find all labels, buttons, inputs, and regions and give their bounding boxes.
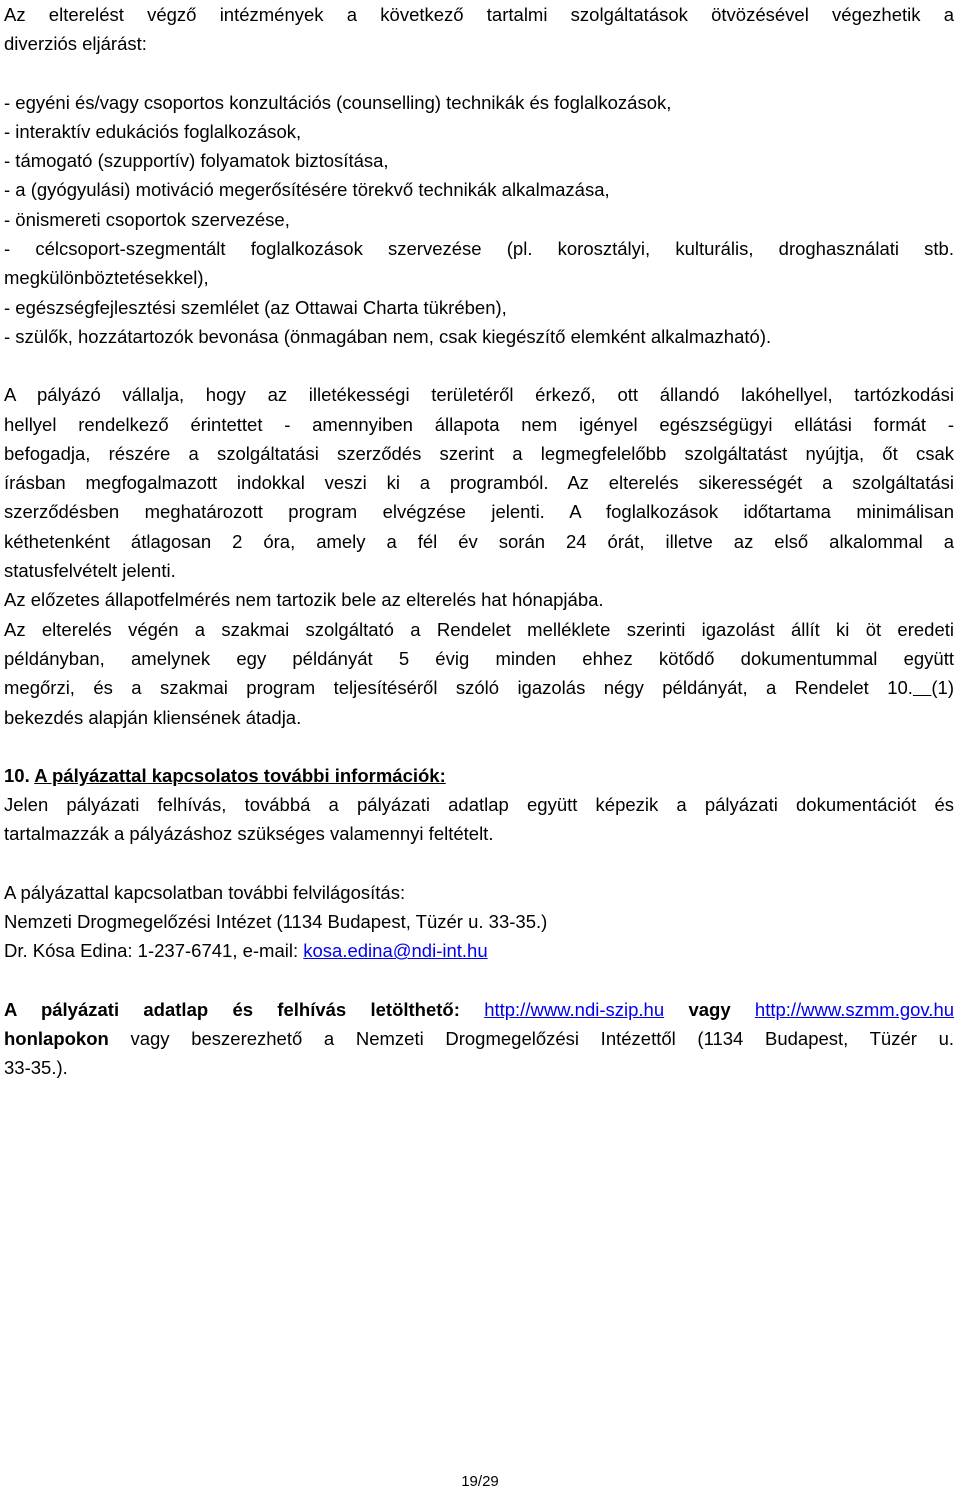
section-number: 10. [4,764,30,786]
list-item: - támogató (szupportív) folyamatok biztosítása, [4,150,389,172]
intro-paragraph [4,0,954,59]
service-list [4,88,954,352]
contact-heading: A pályázattal kapcsolatban további felvilágosítás: [4,881,406,903]
section-body-line: tartalmazzák a pályázáshoz szükséges valamennyi feltételt. [4,823,494,845]
download-block [4,995,954,1083]
paragraph-line: írásban megfogalmazott indokkal veszi ki a programból. Az elterelés sikerességét a szolgáltatási [4,472,954,494]
email-link[interactable]: kosa.edina@ndi-int.hu [303,940,488,962]
intro-line-2: diverziós eljárást: [4,33,147,55]
list-item: - önismereti csoportok szervezése, [4,208,290,230]
contact-institution: Nemzeti Drogmegelőzési Intézet (1134 Budapest, Tüzér u. 33-35.) [4,911,548,933]
obligation-paragraph [4,380,954,585]
download-line-1 [4,995,954,1024]
download-honlapokon: honlapokon [4,1027,109,1049]
ndi-szip-link[interactable]: http://www.ndi-szip.hu [484,998,665,1020]
section-body-line: Jelen pályázati felhívás, továbbá a pályázati adatlap együtt képezik a pályázati dokumentációt és [4,794,954,816]
download-line-2 [4,1024,954,1053]
contact-person [4,936,954,965]
list-item: - a (gyógyulási) motiváció megerősítésére törekvő technikák alkalmazása, [4,179,610,201]
download-line-3: 33-35.). [4,1057,68,1079]
download-label: A pályázati adatlap és felhívás letölthető: [4,998,460,1020]
paragraph-line: kéthetenként átlagosan 2 óra, amely a fél év során 24 órát, illetve az első alkalommal a [4,530,954,552]
list-item: - interaktív edukációs foglalkozások, [4,120,302,142]
contact-person-text: Dr. Kósa Edina: 1-237-6741, e-mail: [4,940,304,962]
intro-line-1: Az elterelést végző intézmények a következő tartalmi szolgáltatások ötvözésével végezhetik a [4,4,954,25]
list-item: megkülönböztetésekkel), [4,267,209,289]
paragraph-line [4,673,954,702]
paragraph-text: megőrzi, és a szakmai program teljesítéséről szóló igazolás négy példányát, a Rendelet 10. [4,677,913,699]
paragraph-line: befogadja, részére a szolgáltatási szerződés szerint a legmegfelelőbb szolgáltatást nyújtja, őt csak [4,442,954,464]
certificate-paragraph [4,615,954,732]
szmm-link[interactable]: http://www.szmm.gov.hu [754,998,955,1020]
assessment-paragraph: Az előzetes állapotfelmérés nem tartozik bele az elterelés hat hónapjába. [4,589,604,611]
section-10 [4,761,954,849]
list-item: - szülők, hozzátartozók bevonása (önmagában nem, csak kiegészítő elemként alkalmazható). [4,325,772,347]
paragraph-line: Az elterelés végén a szakmai szolgáltató a Rendelet melléklete szerinti igazolást állít ki öt eredeti [4,618,954,640]
paragraph-line: A pályázó vállalja, hogy az illetékességi területéről érkező, ott állandó lakóhellyel, tartózkodási [4,384,954,406]
list-item: - célcsoport-szegmentált foglalkozások szervezése (pl. korosztályi, kulturális, droghasználati stb. [4,238,954,260]
list-item: - egyéni és/vagy csoportos konzultációs (counselling) technikák és foglalkozások, [4,91,672,113]
paragraph-line: hellyel rendelkező érintettet - amennyiben állapota nem igényel egészségügyi ellátási formát - [4,413,954,435]
download-connector: vagy [688,998,731,1020]
section-heading [4,761,954,790]
download-rest: vagy beszerezhető a Nemzeti Drogmegelőzési Intézettől (1134 Budapest, Tüzér u. [108,1027,954,1049]
section-title: A pályázattal kapcsolatos további információk: [34,764,446,786]
list-item: - egészségfejlesztési szemlélet (az Ottawai Charta tükrében), [4,296,507,318]
paragraph-line: szerződésben meghatározott program elvégzése jelenti. A foglalkozások időtartama minimálisan [4,501,954,523]
underlined-space [913,677,931,698]
paragraph-line: statusfelvételt jelenti. [4,560,176,582]
paragraph-line: példányban, amelynek egy példányát 5 évig minden ehhez kötődő dokumentummal együtt [4,647,954,669]
page-number: 19/29 [461,1473,499,1490]
paragraph-text: (1) [931,677,954,699]
contact-block [4,878,954,966]
document-page [4,0,954,1083]
paragraph-line: bekezdés alapján kliensének átadja. [4,706,302,728]
